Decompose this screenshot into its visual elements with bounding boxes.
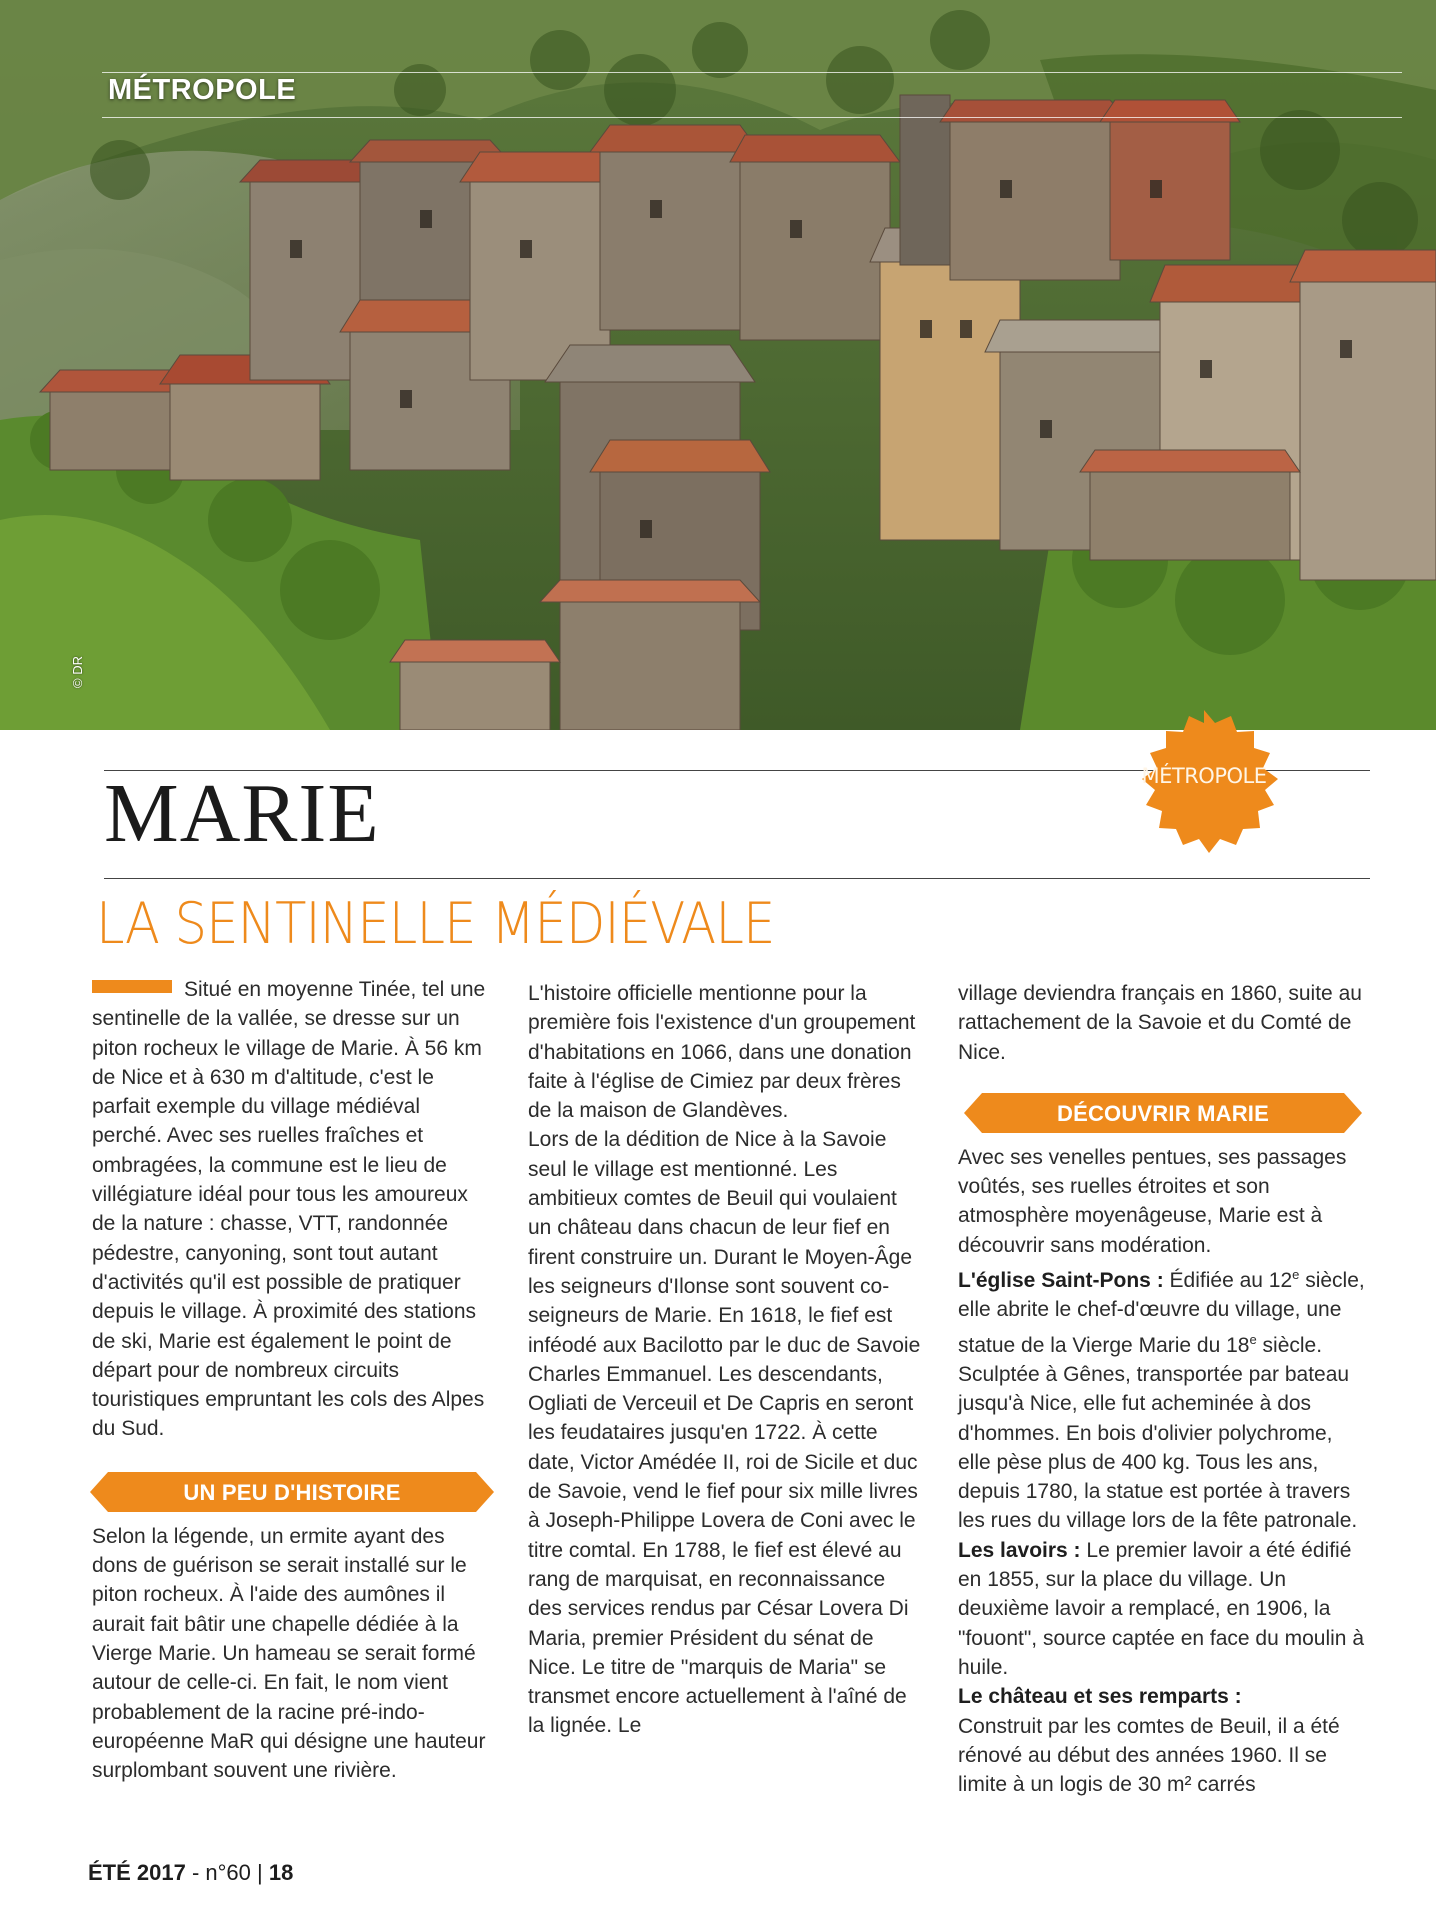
history-paragraph-1: Selon la légende, un ermite ayant des dons de guérison se serait installé sur le piton rocheux. À l'aide des aumônes il aurait fait bâtir une chapelle dédiée à la Vierge Marie. Un hameau se serait formé autour de celle-ci. En fait, le nom vient probablement de la racine pré-indo-européenne MaR qui désigne une hauteur surplombant souvent une rivière. <box>92 1524 486 1783</box>
column-1 <box>92 975 494 1785</box>
chateau-label: Le château et ses remparts : <box>958 1685 1242 1709</box>
section-tag-rule-top <box>102 72 1402 73</box>
lavoirs-text: Le premier lavoir a été édifié en 1855, sur la place du village. Un deuxième lavoir a remplacé, en 1906, la "fouont", source captée en face du moulin à huile. <box>958 1538 1365 1679</box>
page-footer <box>88 1860 293 1886</box>
village-illustration <box>0 0 1436 730</box>
chateau-text: Construit par les comtes de Beuil, il a été rénové au début des années 1960. Il se limite à un logis de 30 m² carrés <box>958 1714 1340 1797</box>
church-text-c: siècle. Sculptée à Gênes, transportée par bateau jusqu'à Nice, elle fut acheminée à dos d'hommes. En bois d'olivier polychrome, elle pèse plus de 400 kg. Tous les ans, depuis 1780, la statue est portée à travers les rues du village lors de la fête patronale. <box>958 1333 1358 1533</box>
history-banner <box>90 1472 494 1512</box>
church-paragraph <box>958 1260 1368 1536</box>
title-rule-bottom <box>104 878 1370 879</box>
lead-bar <box>92 980 172 993</box>
article-title: MARIE <box>104 767 380 860</box>
badge-label: MÉTROPOLE <box>1141 764 1267 788</box>
column-2 <box>528 979 923 1741</box>
photo-credit: © DR <box>70 656 85 688</box>
history-heading: UN PEU D'HISTOIRE <box>183 1479 401 1505</box>
footer-season: ÉTÉ 2017 <box>88 1860 186 1885</box>
discover-paragraph: Avec ses venelles pentues, ses passages voûtés, ses ruelles étroites et son atmosphère moyenâgeuse, Marie est à découvrir sans modération. <box>958 1145 1347 1257</box>
intro-paragraph <box>92 975 494 1444</box>
history-paragraph-3: Lors de la dédition de Nice à la Savoie seul le village est mentionné. Les ambitieux comtes de Beuil qui voulaient un château dans chacun de leur fief en firent construire un. Durant le Moyen-Âge les seigneurs d'Ilonse sont souvent co-seigneurs de Marie. En 1618, le fief est inféodé aux Bacilotto par le duc de Savoie Charles Emmanuel. Les descendants, Ogliati de Verceuil et De Capris en seront les feudataires jusqu'en 1722. À cette date, Victor Amédée II, roi de Sicile et duc de Savoie, vend le fief pour six mille livres à Joseph-Philippe Lovera de Coni avec le titre comtal. En 1788, le fief est élevé au rang de marquisat, en reconnaissance des services rendus par César Lovera Di Maria, premier Président du sénat de Nice. Le titre de "marquis de Maria" se transmet encore actuellement à l'aîné de la lignée. Le <box>528 1128 921 1738</box>
footer-issue: - n°60 | <box>185 1860 269 1885</box>
metropole-badge <box>1118 708 1290 854</box>
church-text-a: Édifiée au 12 <box>1163 1269 1293 1293</box>
discover-heading: DÉCOUVRIR MARIE <box>1056 1100 1269 1126</box>
church-text-b: siècle, elle abrite le chef-d'œuvre du village, une statue de la Vierge Marie du 18 <box>958 1269 1365 1357</box>
section-tag-rule-bottom <box>102 117 1402 118</box>
church-sup-a: e <box>1292 1267 1300 1283</box>
hero-photo <box>0 0 1436 730</box>
church-label: L'église Saint-Pons : <box>958 1269 1164 1293</box>
discover-banner <box>964 1093 1362 1133</box>
intro-text: Situé en moyenne Tinée, tel une sentinelle de la vallée, se dresse sur un piton rocheux le village de Marie. À 56 km de Nice et à 630 m d'altitude, c'est le parfait exemple du village médiéval perché. Avec ses ruelles fraîches et ombragées, la commune est le lieu de villégiature idéal pour tous les amoureux de la nature : chasse, VTT, randonnée pédestre, canyoning, sont tout autant d'activités qu'il est possible de pratiquer depuis le village. À proximité des stations de ski, Marie est également le point de départ pour de nombreux circuits touristiques empruntant les cols des Alpes du Sud. <box>92 978 486 1441</box>
history-paragraph-3-continued: village deviendra français en 1860, suite au rattachement de la Savoie et du Comté de Nice. <box>958 982 1362 1064</box>
lavoirs-label: Les lavoirs : <box>958 1538 1081 1562</box>
chateau-paragraph <box>958 1682 1368 1799</box>
history-paragraph-2: L'histoire officielle mentionne pour la première fois l'existence d'un groupement d'habitations en 1066, dans une donation faite à l'église de Cimiez par deux frères de la maison de Glandèves. <box>528 982 916 1123</box>
lavoirs-paragraph <box>958 1536 1368 1682</box>
article-subtitle: LA SENTINELLE MÉDIÉVALE <box>96 891 775 957</box>
church-sup-b: e <box>1249 1331 1257 1347</box>
footer-page-number: 18 <box>268 1860 294 1885</box>
column-3 <box>958 979 1368 1799</box>
section-tag: MÉTROPOLE <box>108 74 297 106</box>
